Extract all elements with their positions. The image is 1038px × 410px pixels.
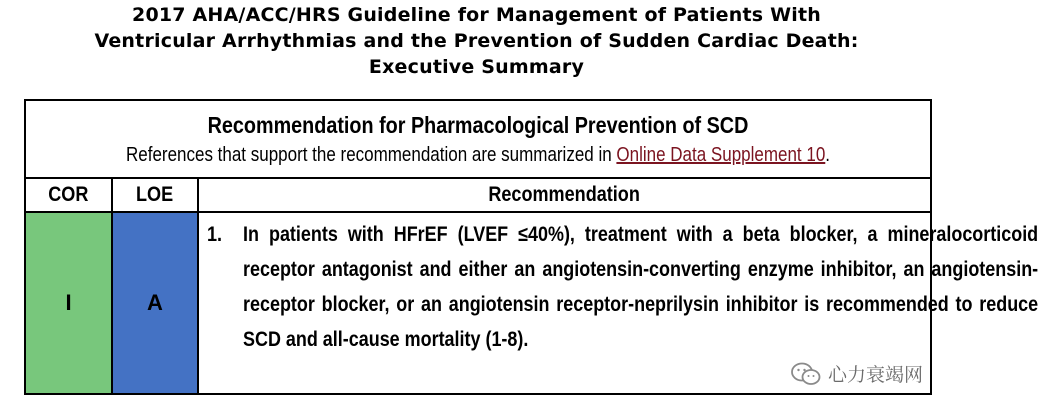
watermark-text: 心力衰竭网 [827,364,923,386]
recommendation-number: 1. [207,223,223,246]
recommendation-text: In patients with HFrEF (LVEF ≤40%), treatment with a beta blocker, a mineralocorticoid receptor antagonist and either an angiotensin-converting enzyme inhibitor, an angiotensin-receptor blocker, or an angiotensin receptor-neprilysin inhibitor is recommended to reduce SCD and all-cause mortality (1-8). [243,223,1038,351]
watermark [790,360,923,387]
column-header-cor: COR [25,178,112,212]
column-header-loe: LOE [112,178,198,212]
references-prefix: References that support the recommendation are summarized in [126,144,617,166]
recommendation-table [24,99,1038,395]
document-title [0,2,953,80]
online-data-supplement-link[interactable]: Online Data Supplement 10 [616,144,826,166]
title-line-3: Executive Summary [368,56,585,78]
loe-cell: A [112,212,198,394]
title-line-1: 2017 AHA/ACC/HRS Guideline for Management of Patients With [132,4,821,26]
cor-cell: I [25,212,112,394]
table-title: Recommendation for Pharmacological Prevention of SCD [207,112,749,138]
column-header-recommendation: Recommendation [198,178,931,212]
title-line-2: Ventricular Arrhythmias and the Prevention of Sudden Cardiac Death: [94,30,859,52]
references-suffix: . [825,144,831,166]
table-header [25,100,931,178]
table-references-note [94,141,862,169]
wechat-icon [790,361,822,387]
